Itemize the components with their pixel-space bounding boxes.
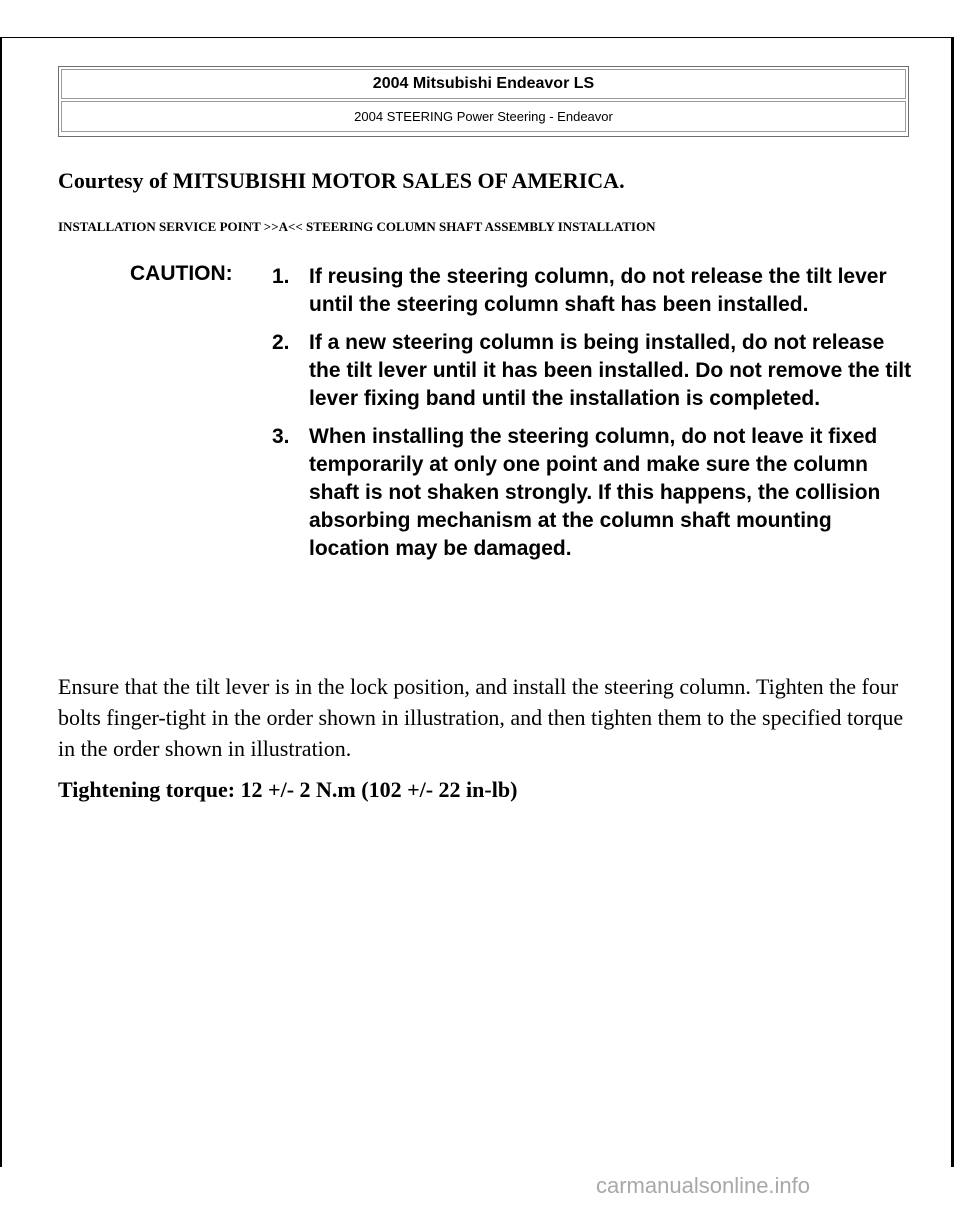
section-subtitle: 2004 STEERING Power Steering - Endeavor xyxy=(61,101,906,132)
page-frame xyxy=(0,37,954,1167)
caution-item-number: 2. xyxy=(272,331,290,354)
caution-item xyxy=(272,263,912,319)
caution-item-text: If a new steering column is being installed, do not release the tilt lever until it has been installed. Do not remove the tilt lever fixing band until the installation is completed. xyxy=(309,331,912,410)
tightening-torque-spec: Tightening torque: 12 +/- 2 N.m (102 +/- 22 in-lb) xyxy=(58,777,518,802)
document-header xyxy=(58,66,909,137)
caution-item-text: When installing the steering column, do not leave it fixed temporarily at only one point and make sure the column shaft is not shaken strongly. If this happens, the collision absorbing mechanism at the column shaft mounting location may be damaged. xyxy=(309,425,881,560)
vehicle-title: 2004 Mitsubishi Endeavor LS xyxy=(61,69,906,99)
caution-item-number: 3. xyxy=(272,425,290,448)
service-point-title: INSTALLATION SERVICE POINT >>A<< STEERING COLUMN SHAFT ASSEMBLY INSTALLATION xyxy=(58,219,656,234)
caution-item xyxy=(272,329,912,413)
watermark: carmanualsonline.info xyxy=(596,1173,811,1198)
courtesy-line: Courtesy of MITSUBISHI MOTOR SALES OF AMERICA. xyxy=(58,168,625,193)
caution-label: CAUTION: xyxy=(130,262,233,285)
caution-item-number: 1. xyxy=(272,265,290,288)
caution-item-text: If reusing the steering column, do not release the tilt lever until the steering column shaft has been installed. xyxy=(309,265,887,316)
caution-list xyxy=(272,263,912,573)
caution-item xyxy=(272,423,912,563)
instruction-paragraph: Ensure that the tilt lever is in the lock position, and install the steering column. Tighten the four bolts finger-tight in the order shown in illustration, and then tighten them to the specified torque in the order shown in illustration. xyxy=(58,674,904,761)
